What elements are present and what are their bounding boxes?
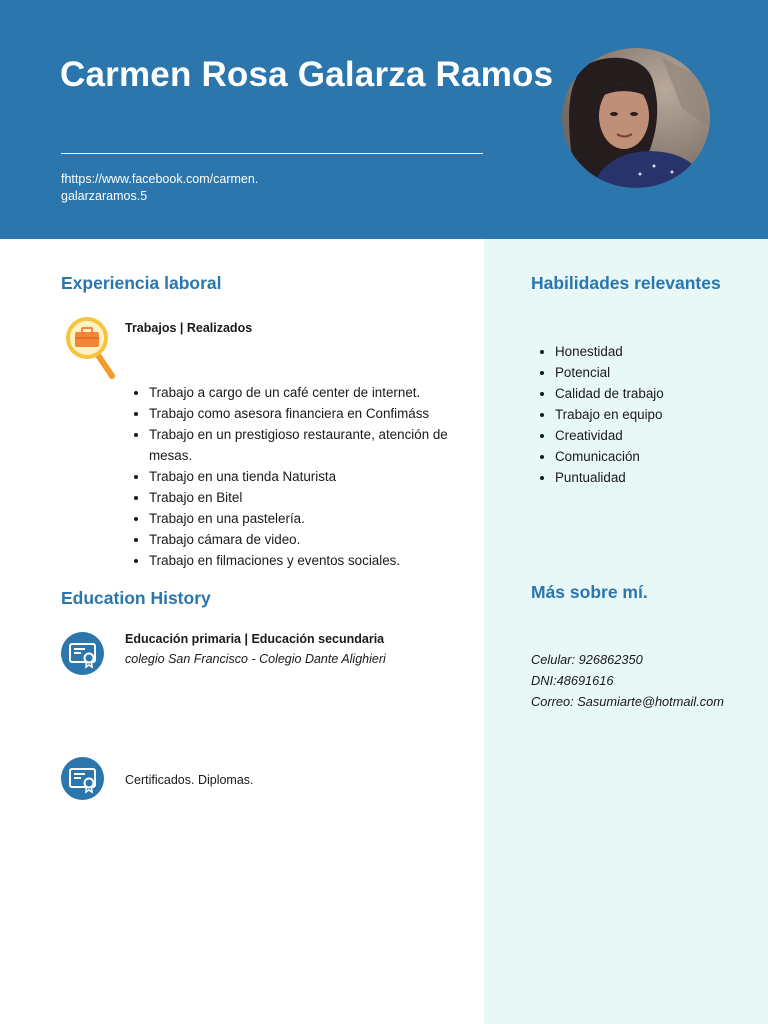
list-item: • Trabajo en una tienda Naturista [149, 466, 449, 487]
list-item: • Trabajo a cargo de un café center de internet. [149, 382, 449, 403]
list-item: • Trabajo en un prestigioso restaurante, atención de mesas. [149, 424, 449, 466]
list-item: • Trabajo cámara de video. [149, 529, 449, 550]
certificate-icon [61, 632, 104, 680]
facebook-link-line-2: galarzaramos.5 [61, 189, 148, 203]
list-item: • Calidad de trabajo [555, 383, 755, 404]
list-item: • Trabajo en Bitel [149, 487, 449, 508]
facebook-link[interactable] [61, 171, 361, 205]
certificates-text: Certificados. Diplomas. [125, 773, 254, 787]
list-item: • Comunicación [555, 446, 755, 467]
header-divider [61, 153, 483, 154]
list-item: • Honestidad [555, 341, 755, 362]
education-title: Educación primaria | Educación secundaria [125, 632, 385, 646]
list-item: • Creatividad [555, 425, 755, 446]
list-item: • Trabajo en equipo [555, 404, 755, 425]
job-title: Trabajos | Realizados [125, 321, 253, 335]
dni-number: DNI:48691616 [531, 673, 614, 688]
list-item: • Trabajo en una pastelería. [149, 508, 449, 529]
list-item: • Potencial [555, 362, 755, 383]
list-item: • Trabajo en filmaciones y eventos sociales. [149, 550, 449, 571]
facebook-link-line-1: fhttps://www.facebook.com/carmen. [61, 172, 259, 186]
candidate-name: Carmen Rosa Galarza Ramos [60, 55, 554, 94]
list-item: • Puntualidad [555, 467, 755, 488]
email-address[interactable]: Correo: Sasumiarte@hotmail.com [531, 694, 724, 709]
skills-list [531, 341, 755, 488]
education-heading: Education History [61, 588, 211, 608]
experience-heading: Experiencia laboral [61, 273, 222, 293]
certificate-icon [61, 757, 104, 805]
contact-info [531, 649, 724, 712]
skills-heading: Habilidades relevantes [531, 273, 721, 293]
experience-list [125, 382, 449, 571]
briefcase-search-icon [64, 316, 118, 387]
about-heading: Más sobre mí. [531, 582, 648, 602]
list-item: • Trabajo como asesora financiera en Confimáss [149, 403, 449, 424]
phone-number: Celular: 926862350 [531, 652, 643, 667]
education-schools: colegio San Francisco - Colegio Dante Alighieri [125, 652, 386, 666]
profile-photo [562, 48, 710, 188]
